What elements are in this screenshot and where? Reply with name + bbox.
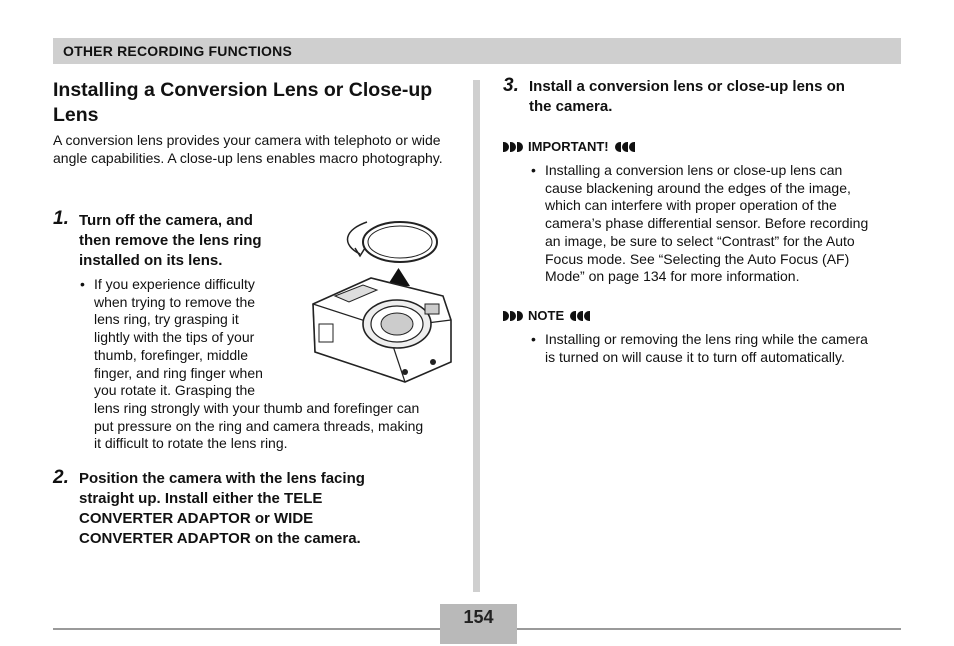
- note-heading: [503, 308, 591, 323]
- step-3-text: [529, 77, 909, 117]
- important-left-mark-icon: [503, 142, 524, 152]
- column-divider: [473, 80, 480, 592]
- bullet-line: it difficult to rotate the lens ring.: [94, 435, 288, 452]
- bullet-line: which can interfere with proper operation of the: [545, 197, 837, 214]
- bullet-line: camera’s phase differential sensor. Before recording: [545, 215, 869, 232]
- lens-ring-icon: [363, 222, 437, 262]
- bullet-line: Installing a conversion lens or close-up lens can: [545, 162, 843, 178]
- bullet-line: put pressure on the ring and camera threads, making: [94, 417, 424, 434]
- step-2-line: CONVERTER ADAPTOR or WIDE: [79, 510, 314, 527]
- step-3-line: Install a conversion lens or close-up lens on: [529, 78, 845, 95]
- step-2-number: 2.: [53, 467, 69, 488]
- step-2-line: straight up. Install either the TELE: [79, 490, 323, 507]
- step-1-line: then remove the lens ring: [79, 232, 262, 249]
- note-text: [545, 331, 901, 366]
- page-number: 154: [463, 607, 494, 627]
- bullet-mark: •: [80, 276, 85, 292]
- page-number-box: [440, 604, 517, 644]
- note-bullet: [531, 331, 901, 371]
- camera-lens-ring-illustration: [305, 212, 457, 390]
- bullet-line: Installing or removing the lens ring while the camera: [545, 331, 868, 347]
- section-header-bar: [53, 38, 901, 64]
- bullet-line: thumb, forefinger, middle: [94, 346, 249, 363]
- section-title: OTHER RECORDING FUNCTIONS: [63, 43, 292, 59]
- important-bullet: [531, 162, 901, 290]
- note-right-mark-icon: [570, 311, 591, 321]
- bullet-line: Mode” on page 134 for more information.: [545, 268, 800, 285]
- bullet-line: finger, and ring finger when: [94, 364, 263, 381]
- important-label: IMPORTANT!: [528, 139, 609, 154]
- bullet-line: lens ring strongly with your thumb and forefinger can: [94, 399, 420, 416]
- intro-paragraph: A conversion lens provides your camera with telephoto or wide angle capabilities. A close-up lens enables macro photography.: [53, 132, 443, 166]
- bullet-line: is turned on will cause it to turn off automatically.: [545, 348, 845, 365]
- bullet-line: cause blackening around the edges of the image,: [545, 179, 851, 196]
- note-left-mark-icon: [503, 311, 524, 321]
- page-title: Installing a Conversion Lens or Close-up Lens: [53, 79, 433, 126]
- important-heading: [503, 139, 636, 154]
- bullet-line: lightly with the tips of your: [94, 329, 255, 346]
- step-1-line: installed on its lens.: [79, 252, 223, 269]
- step-1-line: Turn off the camera, and: [79, 212, 253, 229]
- step-1-text: [79, 211, 299, 271]
- step-1-number: 1.: [53, 208, 69, 229]
- bullet-mark: •: [531, 331, 536, 347]
- bullet-line: If you experience difficulty: [94, 276, 255, 292]
- step-2-line: CONVERTER ADAPTOR on the camera.: [79, 530, 361, 547]
- note-label: NOTE: [528, 308, 565, 323]
- step-2-text: [79, 469, 469, 549]
- bullet-line: you rotate it. Grasping the: [94, 382, 256, 399]
- important-text: [545, 162, 901, 286]
- step-2-line: Position the camera with the lens facing: [79, 470, 365, 487]
- bullet-mark: •: [531, 162, 536, 178]
- step-3-line: the camera.: [529, 98, 613, 115]
- step-3-number: 3.: [503, 75, 519, 96]
- bullet-line: an image, be sure to select “Contrast” for the Auto: [545, 232, 855, 249]
- bullet-line: Focus mode. See “Selecting the Auto Focus (AF): [545, 250, 850, 267]
- bullet-line: when trying to remove the: [94, 293, 256, 310]
- important-right-mark-icon: [615, 142, 636, 152]
- bullet-line: lens ring, try grasping it: [94, 311, 239, 328]
